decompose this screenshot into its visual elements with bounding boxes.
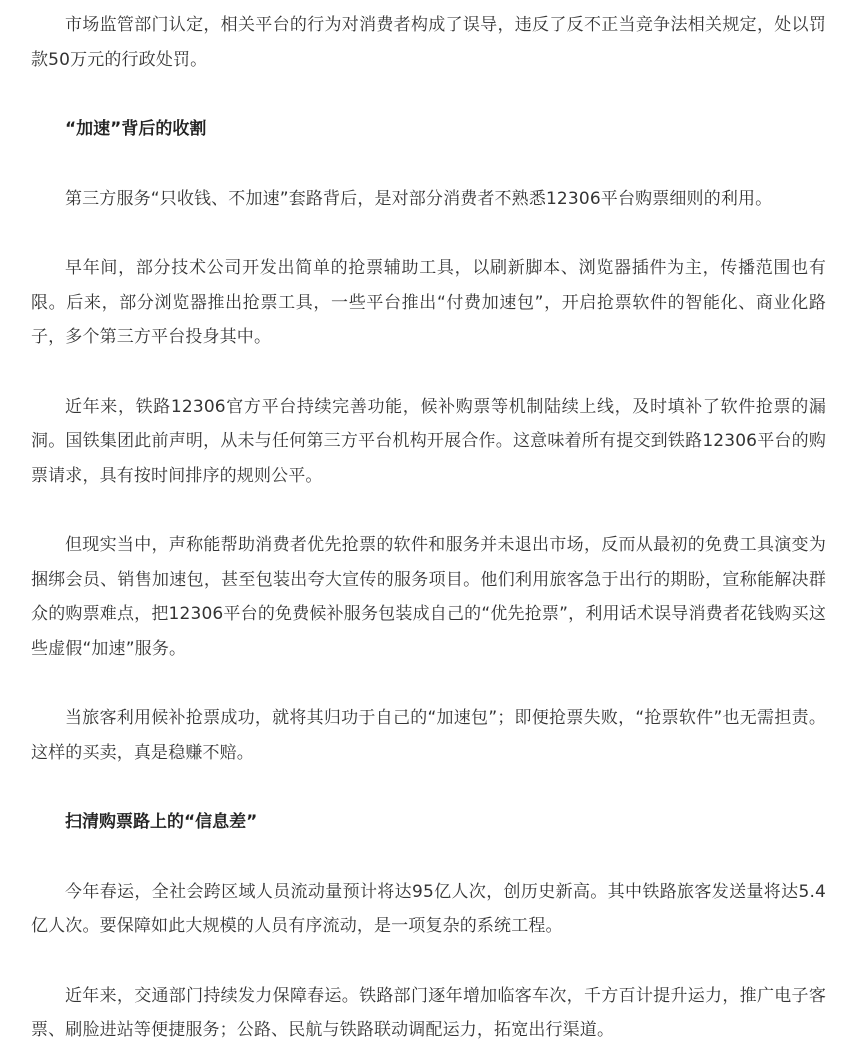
paragraph-third-party: 第三方服务“只收钱、不加速”套路背后，是对部分消费者不熟悉12306平台购票细则的利用。 bbox=[65, 188, 773, 209]
paragraph-transport-dept: 近年来，交通部门持续发力保障春运。铁路部门逐年增加临客车次，千方百计提升运力，推广电子客票、刷脸进站等便捷服务；公路、民航与铁路联动调配运力，拓宽出行渠道。 bbox=[31, 985, 826, 1040]
paragraph-spring-festival: 今年春运，全社会跨区域人员流动量预计将达95亿人次，创历史新高。其中铁路旅客发送量将达5.4亿人次。要保障如此大规模的人员有序流动，是一项复杂的系统工程。 bbox=[31, 881, 826, 936]
paragraph-reality: 但现实当中，声称能帮助消费者优先抢票的软件和服务并未退出市场，反而从最初的免费工具演变为捆绑会员、销售加速包，甚至包装出夸大宣传的服务项目。他们利用旅客急于出行的期盼，宣称能解决群众的购票难点，把12306平台的免费候补服务包装成自己的“优先抢票”，利用话术误导消费者花钱购买这些虚假“加速”服务。 bbox=[31, 535, 826, 659]
paragraph-penalty: 市场监管部门认定，相关平台的行为对消费者构成了误导，违反了反不正当竞争法相关规定，处以罚款50万元的行政处罚。 bbox=[31, 15, 826, 70]
section-heading-acceleration: “加速”背后的收割 bbox=[65, 119, 207, 139]
paragraph-official-platform: 近年来，铁路12306官方平台持续完善功能，候补购票等机制陆续上线，及时填补了软件抢票的漏洞。国铁集团此前声明，从未与任何第三方平台机构开展合作。这意味着所有提交到铁路12306平台的购票请求，具有按时间排序的规则公平。 bbox=[31, 396, 826, 486]
section-heading-info-gap: 扫清购票路上的“信息差” bbox=[65, 812, 258, 832]
paragraph-early-years: 早年间，部分技术公司开发出简单的抢票辅助工具，以刷新脚本、浏览器插件为主，传播范围也有限。后来，部分浏览器推出抢票工具，一些平台推出“付费加速包”，开启抢票软件的智能化、商业化路子，多个第三方平台投身其中。 bbox=[31, 258, 826, 347]
paragraph-no-loss: 当旅客利用候补抢票成功，就将其归功于自己的“加速包”；即便抢票失败，“抢票软件”也无需担责。这样的买卖，真是稳赚不赔。 bbox=[31, 708, 826, 763]
